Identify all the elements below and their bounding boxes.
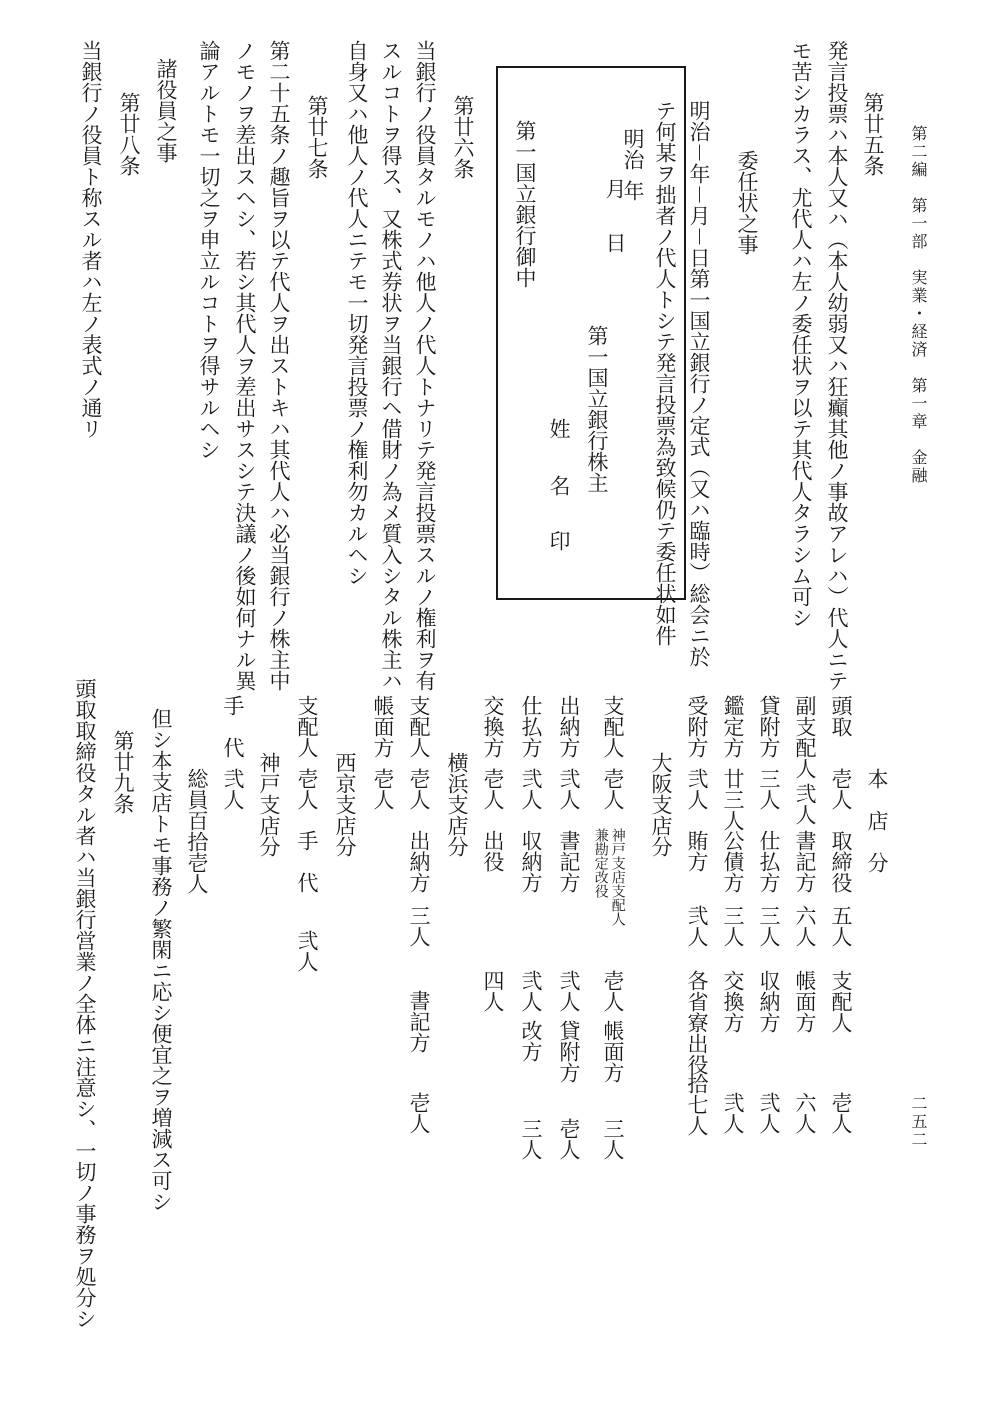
osaka-r3-c4: 弐人 [519,970,543,1012]
proxy-form-shareholder: 第一国立銀行株主 [585,325,609,493]
saikyo-branch-heading: 西京支店分 [333,752,357,857]
article-25-text-1: 発言投票ハ本人又ハ（本人幼弱又ハ狂癲其他ノ事故アレハ）代人ニテ [825,40,849,691]
honten-r5-c4: 弐人 [685,905,709,947]
article-28-title: 第廿八条 [117,92,141,176]
honten-r4-c2: 廿三人 [721,768,745,831]
osaka-r2-c5: 貸附方 [557,1020,581,1083]
proxy-form-seal: 印 [547,530,571,551]
osaka-r3-c5: 改方 [519,1020,543,1062]
osaka-r3-c1: 仕払方 [519,695,543,758]
osaka-r1-c4: 壱人 [601,970,625,1012]
osaka-r1-c3-a: 神戸支店支配人 [609,828,626,926]
honten-r4-c5: 交換方 [721,970,745,1033]
honten-r4-c6: 弐人 [721,1092,745,1134]
yokohama-r1-c6: 壱人 [407,1092,431,1134]
article-28-text: 当銀行ノ役員ト称スル者ハ左ノ表式ノ通リ [79,40,103,439]
honten-r5-c3: 賄方 [685,830,709,872]
osaka-r1-c2: 壱人 [601,768,625,810]
honten-r1-c5: 支配人 [829,970,853,1033]
kobe-branch-heading: 神戸支店分 [257,752,281,857]
osaka-r4-c4: 四人 [481,970,505,1012]
osaka-r3-c3: 収納方 [519,830,543,893]
article-27-text-1: 第二十五条ノ趣旨ヲ以テ代人ヲ出ストキハ其代人ハ必当銀行ノ株主中 [267,40,291,691]
article-26-title: 第廿六条 [451,95,475,179]
proxy-form-era: 明治 [621,128,645,170]
yokohama-r1-c3: 出納方 [407,830,431,893]
honten-r2-c5: 帳面方 [793,970,817,1033]
proxy-form-text-2: テ何某ヲ拙者ノ代人トシテ発言投票為致候仍テ委任状如件 [653,100,677,646]
proxy-form-name-2: 名 [547,475,571,496]
osaka-r1-c6: 三人 [601,1118,625,1160]
saikyo-r1-c2: 壱人 [295,768,319,810]
kobe-r1-c2: 弐人 [221,768,245,810]
honten-r3-c1: 貸附方 [757,695,781,758]
article-27-title: 第廿七条 [305,95,329,179]
page-number: 二五二 [909,1095,928,1149]
running-head: 第二編 第一部 実業・経済 第一章 金融 [909,125,928,485]
honten-r4-c3: 公債方 [721,830,745,893]
yokohama-branch-heading: 横浜支店分 [445,752,469,857]
proxy-form-month: 月 [603,178,627,199]
osaka-r4-c1: 交換方 [481,695,505,758]
honten-r2-c2: 弐人 [793,783,817,825]
article-26-text-1: 当銀行ノ役員タルモノハ他人ノ代人トナリテ発言投票スルノ権利ヲ有 [413,40,437,691]
total-staff: 総員百拾壱人 [185,768,209,894]
saikyo-r1-c1: 支配人 [295,695,319,758]
honten-r3-c5: 収納方 [757,970,781,1033]
proxy-form-year: 年 [621,180,645,201]
osaka-r3-c2: 弐人 [519,768,543,810]
article-25-title: 第廿五条 [861,92,885,176]
osaka-r2-c4: 弐人 [557,970,581,1012]
article-26-text-3: 自身又ハ他人ノ代人ニテモ一切発言投票ノ権利勿カルヘシ [345,40,369,586]
article-29-title: 第廿九条 [111,730,135,814]
yokohama-r1-c1: 支配人 [407,695,431,758]
honten-r4-c4: 三人 [721,905,745,947]
osaka-r2-c1: 出納方 [557,695,581,758]
osaka-r1-c1: 支配人 [601,695,625,758]
honten-r2-c6: 六人 [793,1092,817,1134]
proviso-text: 但シ本支店トモ事務ノ繁閑ニ応シ便宜之ヲ増減ス可シ [149,708,173,1212]
osaka-r3-c6: 三人 [519,1118,543,1160]
honten-r3-c3: 仕払方 [757,830,781,893]
osaka-r4-c3: 出役 [481,830,505,872]
proxy-form-title: 委任状之事 [735,150,759,255]
osaka-r2-c3: 書記方 [557,830,581,893]
honten-r5-c6: 拾七人 [685,1073,709,1136]
honten-r1-c3: 取締役 [829,830,853,893]
honten-r2-c3: 書記方 [793,830,817,893]
honten-r1-c2: 壱人 [829,768,853,810]
article-27-text-3: 論アルトモ一切之ヲ申立ルコトヲ得サルヘシ [197,40,221,460]
proxy-form-day: 日 [603,232,627,253]
honten-r3-c2: 三人 [757,768,781,810]
yokohama-r1-c4: 三人 [407,905,431,947]
osaka-branch-heading: 大阪支店分 [649,752,673,857]
head-office-heading: 本 店 分 [865,768,889,873]
proxy-form-text-1: 明治－年－月－日第一国立銀行ノ定式（又ハ臨時）総会ニ於 [687,100,711,667]
honten-r3-c4: 三人 [757,905,781,947]
yokohama-r2-c2: 壱人 [371,768,395,810]
article-25-text-2: モ苦シカラス、尤代人ハ左ノ委任状ヲ以テ其代人タラシム可シ [789,40,813,628]
honten-r1-c4: 五人 [829,905,853,947]
osaka-r1-c3-b: 兼勘定改役 [592,828,609,898]
honten-r2-c4: 六人 [793,905,817,947]
article-27-text-2: ノモノヲ差出スヘシ、若シ其代人ヲ差出サスシテ決議ノ後如何ナル異 [233,40,257,691]
honten-r1-c1: 頭取 [829,695,853,737]
proxy-form-addressee: 第一国立銀行御中 [513,120,537,288]
yokohama-r2-c1: 帳面方 [371,695,395,758]
honten-r2-c1: 副支配人 [793,695,817,779]
kobe-r1-c1: 手 代 [221,695,245,758]
honten-r5-c1: 受附方 [685,695,709,758]
osaka-r4-c2: 壱人 [481,768,505,810]
proxy-form-name: 姓 [547,418,571,439]
saikyo-r1-c3: 手 代 [295,830,319,893]
officers-heading: 諸役員之事 [154,58,178,163]
article-29-text: 頭取取締役タル者ハ当銀行営業ノ全体ニ注意シ、一切ノ事務ヲ処分シ [73,678,97,1329]
yokohama-r1-c5: 書記方 [407,990,431,1053]
yokohama-r1-c2: 壱人 [407,768,431,810]
osaka-r2-c6: 壱人 [557,1118,581,1160]
saikyo-r1-c4: 弐人 [295,930,319,972]
honten-r5-c5: 各省寮出役 [685,970,709,1075]
honten-r5-c2: 弐人 [685,768,709,810]
osaka-r1-c5: 帳面方 [601,1020,625,1083]
article-26-text-2: スルコトヲ得ス、又株式券状ヲ当銀行ヘ借財ノ為メ質入シタル株主ハ [379,40,403,691]
osaka-r2-c2: 弐人 [557,768,581,810]
honten-r4-c1: 鑑定方 [721,695,745,758]
honten-r1-c6: 壱人 [829,1092,853,1134]
honten-r3-c6: 弐人 [757,1092,781,1134]
